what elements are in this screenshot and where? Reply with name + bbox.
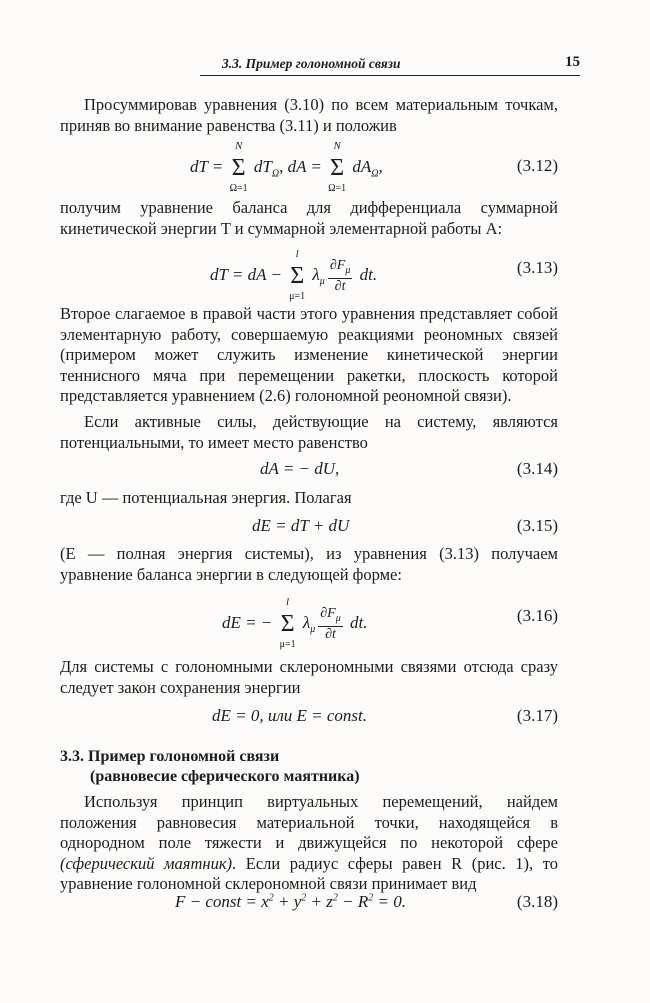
equation-3-16: [60, 595, 558, 650]
eq-exponent: 2: [332, 892, 338, 904]
eq-subscript: Ω: [371, 168, 379, 180]
equation-expression: [175, 892, 406, 912]
paragraph-text: Просуммировав уравнения (3.10) по всем материальным точкам, приняв во внимание равенства (3.11) и положив: [60, 95, 558, 135]
sum-lower-limit: μ=1: [279, 638, 296, 650]
equation-expression: dA = − dU,: [260, 459, 340, 478]
equation-number: (3.15): [516, 516, 558, 535]
eq-lhs: dT = dA −: [210, 264, 287, 284]
fraction-denominator: ∂t: [334, 278, 346, 294]
eq-lambda: λ: [302, 612, 311, 632]
paragraph: [60, 544, 558, 585]
running-header: [200, 53, 580, 76]
eq-part: F − const = x: [175, 892, 269, 911]
eq-part: + y: [273, 892, 302, 911]
section-heading-line: 3.3. Пример голономной связи: [60, 748, 280, 765]
equation-3-13: [60, 247, 558, 302]
paragraph-italic: (сферический маятник): [60, 853, 233, 873]
paragraph: [60, 792, 558, 895]
fraction-numerator: $\partial F_\mu$: [328, 258, 353, 279]
equation-number: (3.13): [516, 258, 558, 277]
equation-number: (3.18): [516, 892, 558, 911]
paragraph-text: получим уравнение баланса для дифференциала суммарной кинетической энергии T и суммарной элементарной работы A:: [60, 198, 558, 238]
eq-part: = 0.: [373, 892, 406, 911]
sum-upper-limit: N: [234, 140, 243, 152]
eq-fraction: [318, 606, 343, 642]
eq-term: dT: [253, 156, 272, 176]
eq-lhs: dT =: [190, 156, 228, 176]
eq-part: − R: [337, 892, 369, 911]
section-heading-subtitle: (равновесие сферического маятника): [90, 768, 360, 785]
equation-expression: [222, 595, 368, 650]
paragraph-text: Если активные силы, действующие на систему, являются потенциальными, то имеет место равенство: [60, 412, 558, 452]
equation-expression: dE = dT + dU: [252, 516, 350, 535]
equation-number: (3.14): [516, 459, 558, 478]
paragraph-text: где U — потенциальная энергия. Полагая: [60, 488, 352, 507]
eq-subscript: μ: [319, 276, 325, 288]
eq-exponent: 2: [268, 892, 274, 904]
section-heading: [60, 747, 558, 787]
paragraph: [60, 95, 558, 136]
sum-symbol: Σ l μ=1: [286, 264, 308, 288]
equation-number: (3.17): [516, 706, 558, 725]
equation-expression: dE = 0, или E = const.: [212, 706, 368, 725]
paragraph-text: Для системы с голономными склерономными связями отсюда сразу следует закон сохранения энергии: [60, 657, 558, 697]
page-number: 15: [565, 54, 580, 70]
equation-3-18: [60, 888, 558, 928]
sum-symbol: Σ N Ω=1: [228, 156, 250, 180]
equation-number: (3.12): [516, 156, 558, 175]
eq-separator: , dA =: [279, 156, 327, 176]
paragraph-text: Используя принцип виртуальных перемещений, найдем положения равновесия материальной точки, находящейся в однородном поле тяжести и движущейся по некоторой сфере: [60, 792, 558, 853]
sum-lower-limit: μ=1: [289, 290, 306, 302]
eq-subscript: Ω: [271, 168, 280, 180]
sum-symbol: Σ l μ=1: [277, 612, 299, 636]
paragraph-text: Второе слагаемое в правой части этого уравнения представляет собой элементарную работу, совершаемую реакциями реономных связей (примером может служить изменение кинетической энергии теннисного мяча при перемещении ракетки, плоскость которой представляется уравнением (2.6) голономной реономной связи).: [60, 304, 558, 406]
equation-3-12: [60, 140, 558, 194]
eq-lambda: λ: [312, 264, 320, 284]
sum-upper-limit: l: [295, 247, 299, 260]
paragraph: [60, 412, 558, 453]
paragraph-text: (E — полная энергия системы), из уравнения (3.13) получаем уравнение баланса энергии в следующей форме:: [60, 544, 558, 584]
equation-3-17: [60, 702, 558, 742]
paragraph-text: . Если радиус сферы равен R (рис. 1), то уравнение голономной склерономной связи принимает вид: [60, 853, 558, 894]
eq-exponent: 2: [368, 892, 374, 904]
equation-expression: [190, 140, 383, 194]
paragraph: [60, 198, 558, 239]
eq-subscript: μ: [310, 624, 316, 636]
sum-upper-limit: l: [286, 595, 290, 608]
sum-lower-limit: Ω=1: [229, 183, 248, 194]
eq-term: dA: [352, 156, 372, 176]
paragraph: [60, 304, 558, 407]
eq-tail: dt.: [355, 264, 378, 284]
equation-number: (3.16): [516, 606, 558, 625]
header-title: 3.3. Пример голономной связи: [222, 56, 401, 71]
fraction-numerator: $\partial F_\mu$: [318, 606, 343, 627]
paragraph: [60, 657, 558, 698]
eq-tail: ,: [378, 156, 383, 176]
paragraph: [60, 488, 558, 509]
sum-symbol: Σ N Ω=1: [326, 156, 348, 180]
sum-upper-limit: N: [333, 140, 341, 152]
fraction-denominator: ∂t: [325, 626, 336, 642]
sum-lower-limit: Ω=1: [328, 183, 347, 194]
eq-exponent: 2: [301, 892, 307, 904]
eq-lhs: dE = −: [222, 612, 277, 632]
eq-tail: dt.: [345, 612, 368, 632]
equation-expression: [210, 247, 378, 302]
eq-part: + z: [306, 892, 333, 911]
eq-fraction: [328, 258, 353, 294]
